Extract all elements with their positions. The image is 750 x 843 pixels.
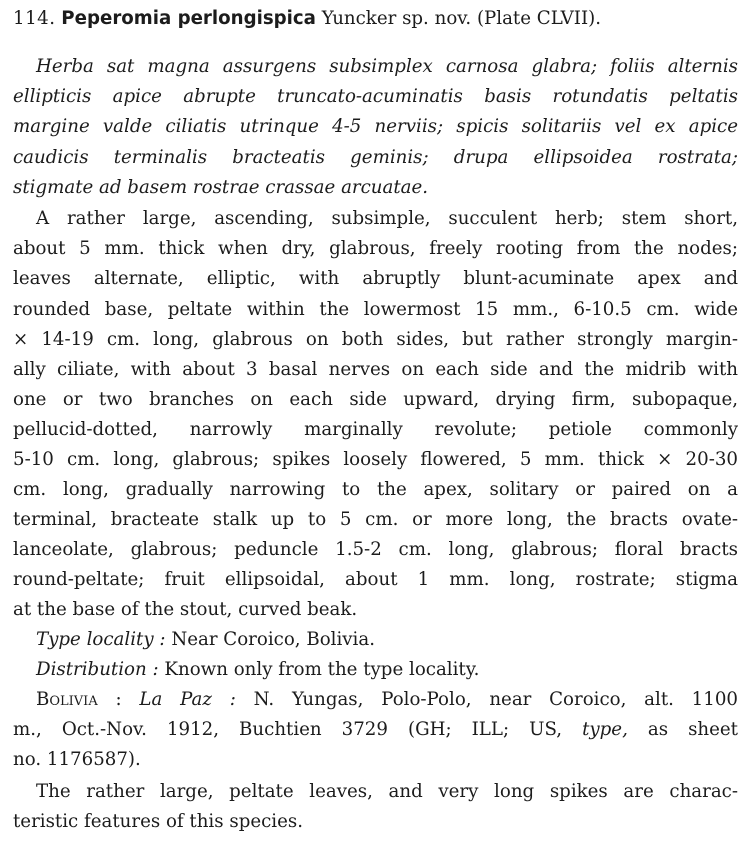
specimen-region: La Paz : xyxy=(139,689,236,710)
description-line: at the base of the stout, curved beak. xyxy=(13,599,358,620)
species-author: Yuncker sp. nov. (Plate CLVII). xyxy=(321,8,602,29)
type-locality-line xyxy=(36,629,738,651)
description-line: about 5 mm. thick when dry, glabrous, freely rooting from the nodes; xyxy=(13,238,738,259)
distribution-value: Known only from the type locality. xyxy=(164,659,480,680)
description-line: lanceolate, glabrous; peduncle 1.5-2 cm. long, glabrous; floral bracts xyxy=(13,539,738,560)
latin-diagnosis-line: ellipticis apice abrupte truncato-acuminatis basis rotundatis peltatis xyxy=(13,86,738,107)
type-locality-value: Near Coroico, Bolivia. xyxy=(171,629,375,650)
description-line: ally ciliate, with about 3 basal nerves on each side and the midrib with xyxy=(13,359,738,380)
description-line: round-peltate; fruit ellipsoidal, about 1 mm. long, rostrate; stigma xyxy=(13,569,738,590)
description-line: terminal, bracteate stalk up to 5 cm. or more long, the bracts ovate- xyxy=(13,509,738,530)
specimen-sheet: as sheet xyxy=(647,719,738,740)
description-line: cm. long, gradually narrowing to the apex, solitary or paired on a xyxy=(13,479,738,500)
description-line: × 14-19 cm. long, glabrous on both sides, but rather strongly margin- xyxy=(13,329,738,350)
specimen-line xyxy=(36,689,738,711)
specimen-line xyxy=(13,719,738,741)
description-line: A rather large, ascending, subsimple, succulent herb; stem short, xyxy=(36,208,738,229)
type-locality-label: Type locality : xyxy=(36,629,166,650)
specimen-line: no. 1176587). xyxy=(13,749,141,770)
closing-line: teristic features of this species. xyxy=(13,811,303,832)
specimen-country: Bolivia : xyxy=(36,689,122,710)
latin-diagnosis-line: margine valde ciliatis utrinque 4-5 nerviis; spicis solitariis vel ex apice xyxy=(13,116,738,137)
description-line: 5-10 cm. long, glabrous; spikes loosely flowered, 5 mm. thick × 20-30 xyxy=(13,449,738,470)
specimen-type-marker: type, xyxy=(582,719,628,740)
species-name: Peperomia perlongispica xyxy=(61,8,316,29)
description-line: one or two branches on each side upward, drying firm, subopaque, xyxy=(13,389,738,410)
specimen-collection: m., Oct.-Nov. 1912, Buchtien 3729 (GH; ILL; US, xyxy=(13,719,563,740)
distribution-line xyxy=(36,659,738,681)
latin-diagnosis-line: Herba sat magna assurgens subsimplex carnosa glabra; foliis alternis xyxy=(36,56,738,77)
closing-line: The rather large, peltate leaves, and very long spikes are charac- xyxy=(36,781,738,802)
specimen-locality: N. Yungas, Polo-Polo, near Coroico, alt. 1100 xyxy=(253,689,738,710)
latin-diagnosis-line: caudicis terminalis bracteatis geminis; drupa ellipsoidea rostrata; xyxy=(13,147,738,168)
description-line: leaves alternate, elliptic, with abruptly blunt-acuminate apex and xyxy=(13,268,738,289)
description-line: pellucid-dotted, narrowly marginally revolute; petiole commonly xyxy=(13,419,738,440)
description-line: rounded base, peltate within the lowermost 15 mm., 6-10.5 cm. wide xyxy=(13,299,738,320)
species-number: 114. xyxy=(13,8,56,29)
latin-diagnosis-line: stigmate ad basem rostrae crassae arcuatae. xyxy=(13,177,429,198)
distribution-label: Distribution : xyxy=(36,659,159,680)
species-heading xyxy=(13,8,738,30)
